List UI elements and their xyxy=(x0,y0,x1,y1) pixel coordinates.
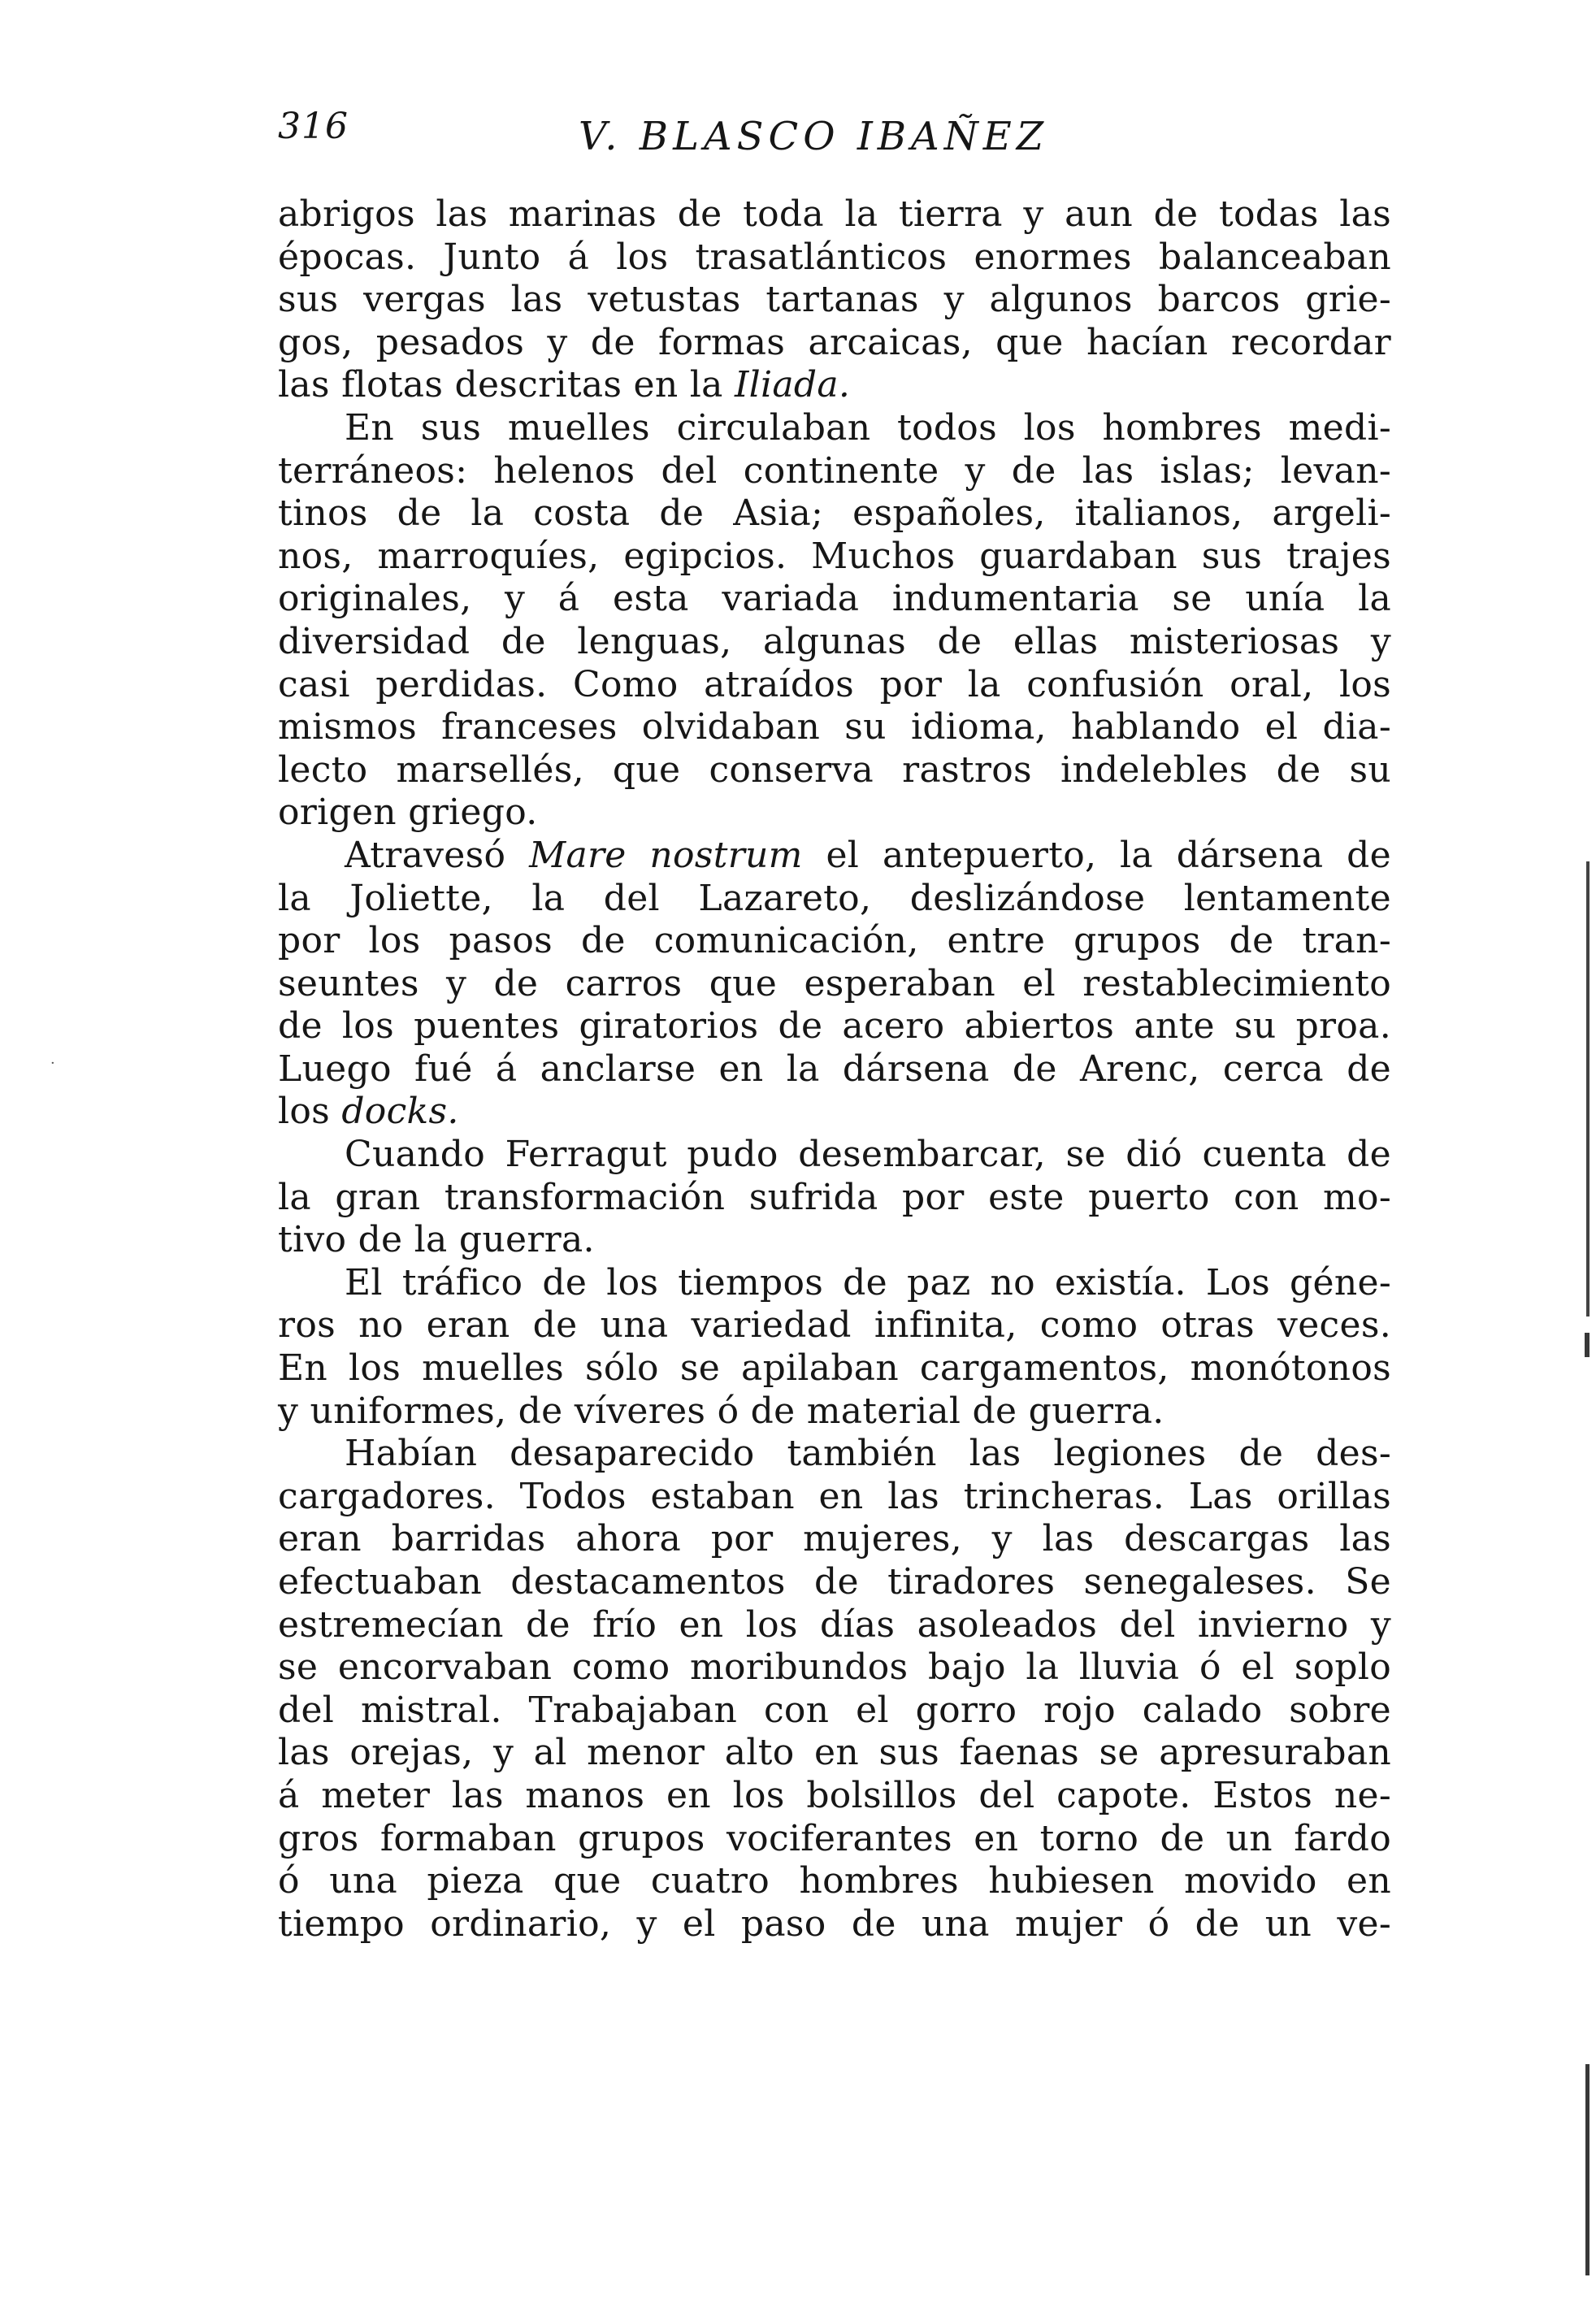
text-line: efectuaban destacamentos de tiradores senegaleses. Se xyxy=(278,1561,1391,1603)
text-line: terráneos: helenos del continente y de las islas; levan- xyxy=(278,449,1391,492)
paragraph-start: Habían desaparecido también las legiones de des- xyxy=(345,1433,1391,1475)
text-line: del mistral. Trabajaban con el gorro rojo calado sobre xyxy=(278,1689,1391,1731)
text-fragment: los xyxy=(278,1091,342,1133)
text-line: estremecían de frío en los días asoleados del invierno y xyxy=(278,1603,1391,1646)
text-line: eran barridas ahora por mujeres, y las descargas las xyxy=(278,1518,1391,1560)
text-line: á meter las manos en los bolsillos del capote. Estos ne- xyxy=(278,1774,1391,1816)
text-line: tiempo ordinario, y el paso de una mujer ó de un ve- xyxy=(278,1902,1391,1945)
text-line: Luego fué á anclarse en la dársena de Arenc, cerca de xyxy=(278,1048,1391,1090)
paragraph-start: Cuando Ferragut pudo desembarcar, se dió cuenta de xyxy=(345,1134,1391,1176)
text-line: la gran transformación sufrida por este puerto con mo- xyxy=(278,1176,1391,1218)
page-header xyxy=(278,106,1391,163)
text-line: épocas. Junto á los trasatlánticos enormes balanceaban xyxy=(278,236,1391,278)
text-fragment: el antepuerto, la dársena de xyxy=(802,834,1391,876)
text-line: se encorvaban como moribundos bajo la lluvia ó el soplo xyxy=(278,1646,1391,1689)
text-line: y uniformes, de víveres ó de material de guerra. xyxy=(278,1390,1164,1432)
text-line: abrigos las marinas de toda la tierra y aun de todas las xyxy=(278,193,1391,235)
text-line: gros formaban grupos vociferantes en torno de un fardo xyxy=(278,1817,1391,1859)
body-text xyxy=(278,193,1391,1945)
paragraph-start: En sus muelles circulaban todos los hombres medi- xyxy=(345,406,1391,449)
text-line: tinos de la costa de Asia; españoles, italianos, argeli- xyxy=(278,492,1391,535)
paragraph-start xyxy=(278,835,1391,878)
italic-ship-name: Mare nostrum xyxy=(529,834,803,876)
text-line: gos, pesados y de formas arcaicas, que hacían recordar xyxy=(278,321,1391,363)
text-line: la Joliette, la del Lazareto, deslizándose lentamente xyxy=(278,877,1391,919)
text-line: las orejas, y al menor alto en sus faenas se apresuraban xyxy=(278,1732,1391,1774)
scan-edge-mark xyxy=(1586,861,1589,1317)
page-number: 316 xyxy=(278,106,349,147)
text-line: casi perdidas. Como atraídos por la confusión oral, los xyxy=(278,663,1391,705)
italic-word: docks. xyxy=(341,1091,459,1133)
text-line xyxy=(278,1091,1391,1134)
scan-edge-mark xyxy=(1585,2064,1589,2275)
text-line: de los puentes giratorios de acero abiertos ante su proa. xyxy=(278,1005,1391,1048)
text-line: por los pasos de comunicación, entre grupos de tran- xyxy=(278,920,1391,962)
text-line: ros no eran de una variedad infinita, como otras veces. xyxy=(278,1304,1391,1347)
running-head: V. BLASCO IBAÑEZ xyxy=(579,114,1049,159)
scan-edge-mark xyxy=(1585,1333,1589,1357)
text-line xyxy=(278,364,1391,407)
text-line: originales, y á esta variada indumentaria se unía la xyxy=(278,578,1391,620)
text-line: sus vergas las vetustas tartanas y algunos barcos grie- xyxy=(278,279,1391,321)
text-line: diversidad de lenguas, algunas de ellas misteriosas y xyxy=(278,620,1391,662)
text-line: En los muelles sólo se apilaban cargamentos, monótonos xyxy=(278,1347,1391,1390)
text-line: lecto marsellés, que conserva rastros indelebles de su xyxy=(278,748,1391,791)
text-line: cargadores. Todos estaban en las trincheras. Las orillas xyxy=(278,1475,1391,1517)
paragraph-start: El tráfico de los tiempos de paz no existía. Los géne- xyxy=(345,1261,1391,1303)
text-line: ó una pieza que cuatro hombres hubiesen movido en xyxy=(278,1860,1391,1902)
scan-speck: · xyxy=(50,1055,55,1072)
text-line: origen griego. xyxy=(278,792,538,834)
text-line: seuntes y de carros que esperaban el restablecimiento xyxy=(278,962,1391,1004)
italic-title: Iliada. xyxy=(734,364,851,406)
text-line: tivo de la guerra. xyxy=(278,1219,595,1261)
text-fragment: Atravesó xyxy=(345,834,530,876)
text-line: nos, marroquíes, egipcios. Muchos guardaban sus trajes xyxy=(278,535,1391,577)
text-line: mismos franceses olvidaban su idioma, hablando el dia- xyxy=(278,706,1391,748)
text-fragment: las flotas descritas en la xyxy=(278,364,735,406)
